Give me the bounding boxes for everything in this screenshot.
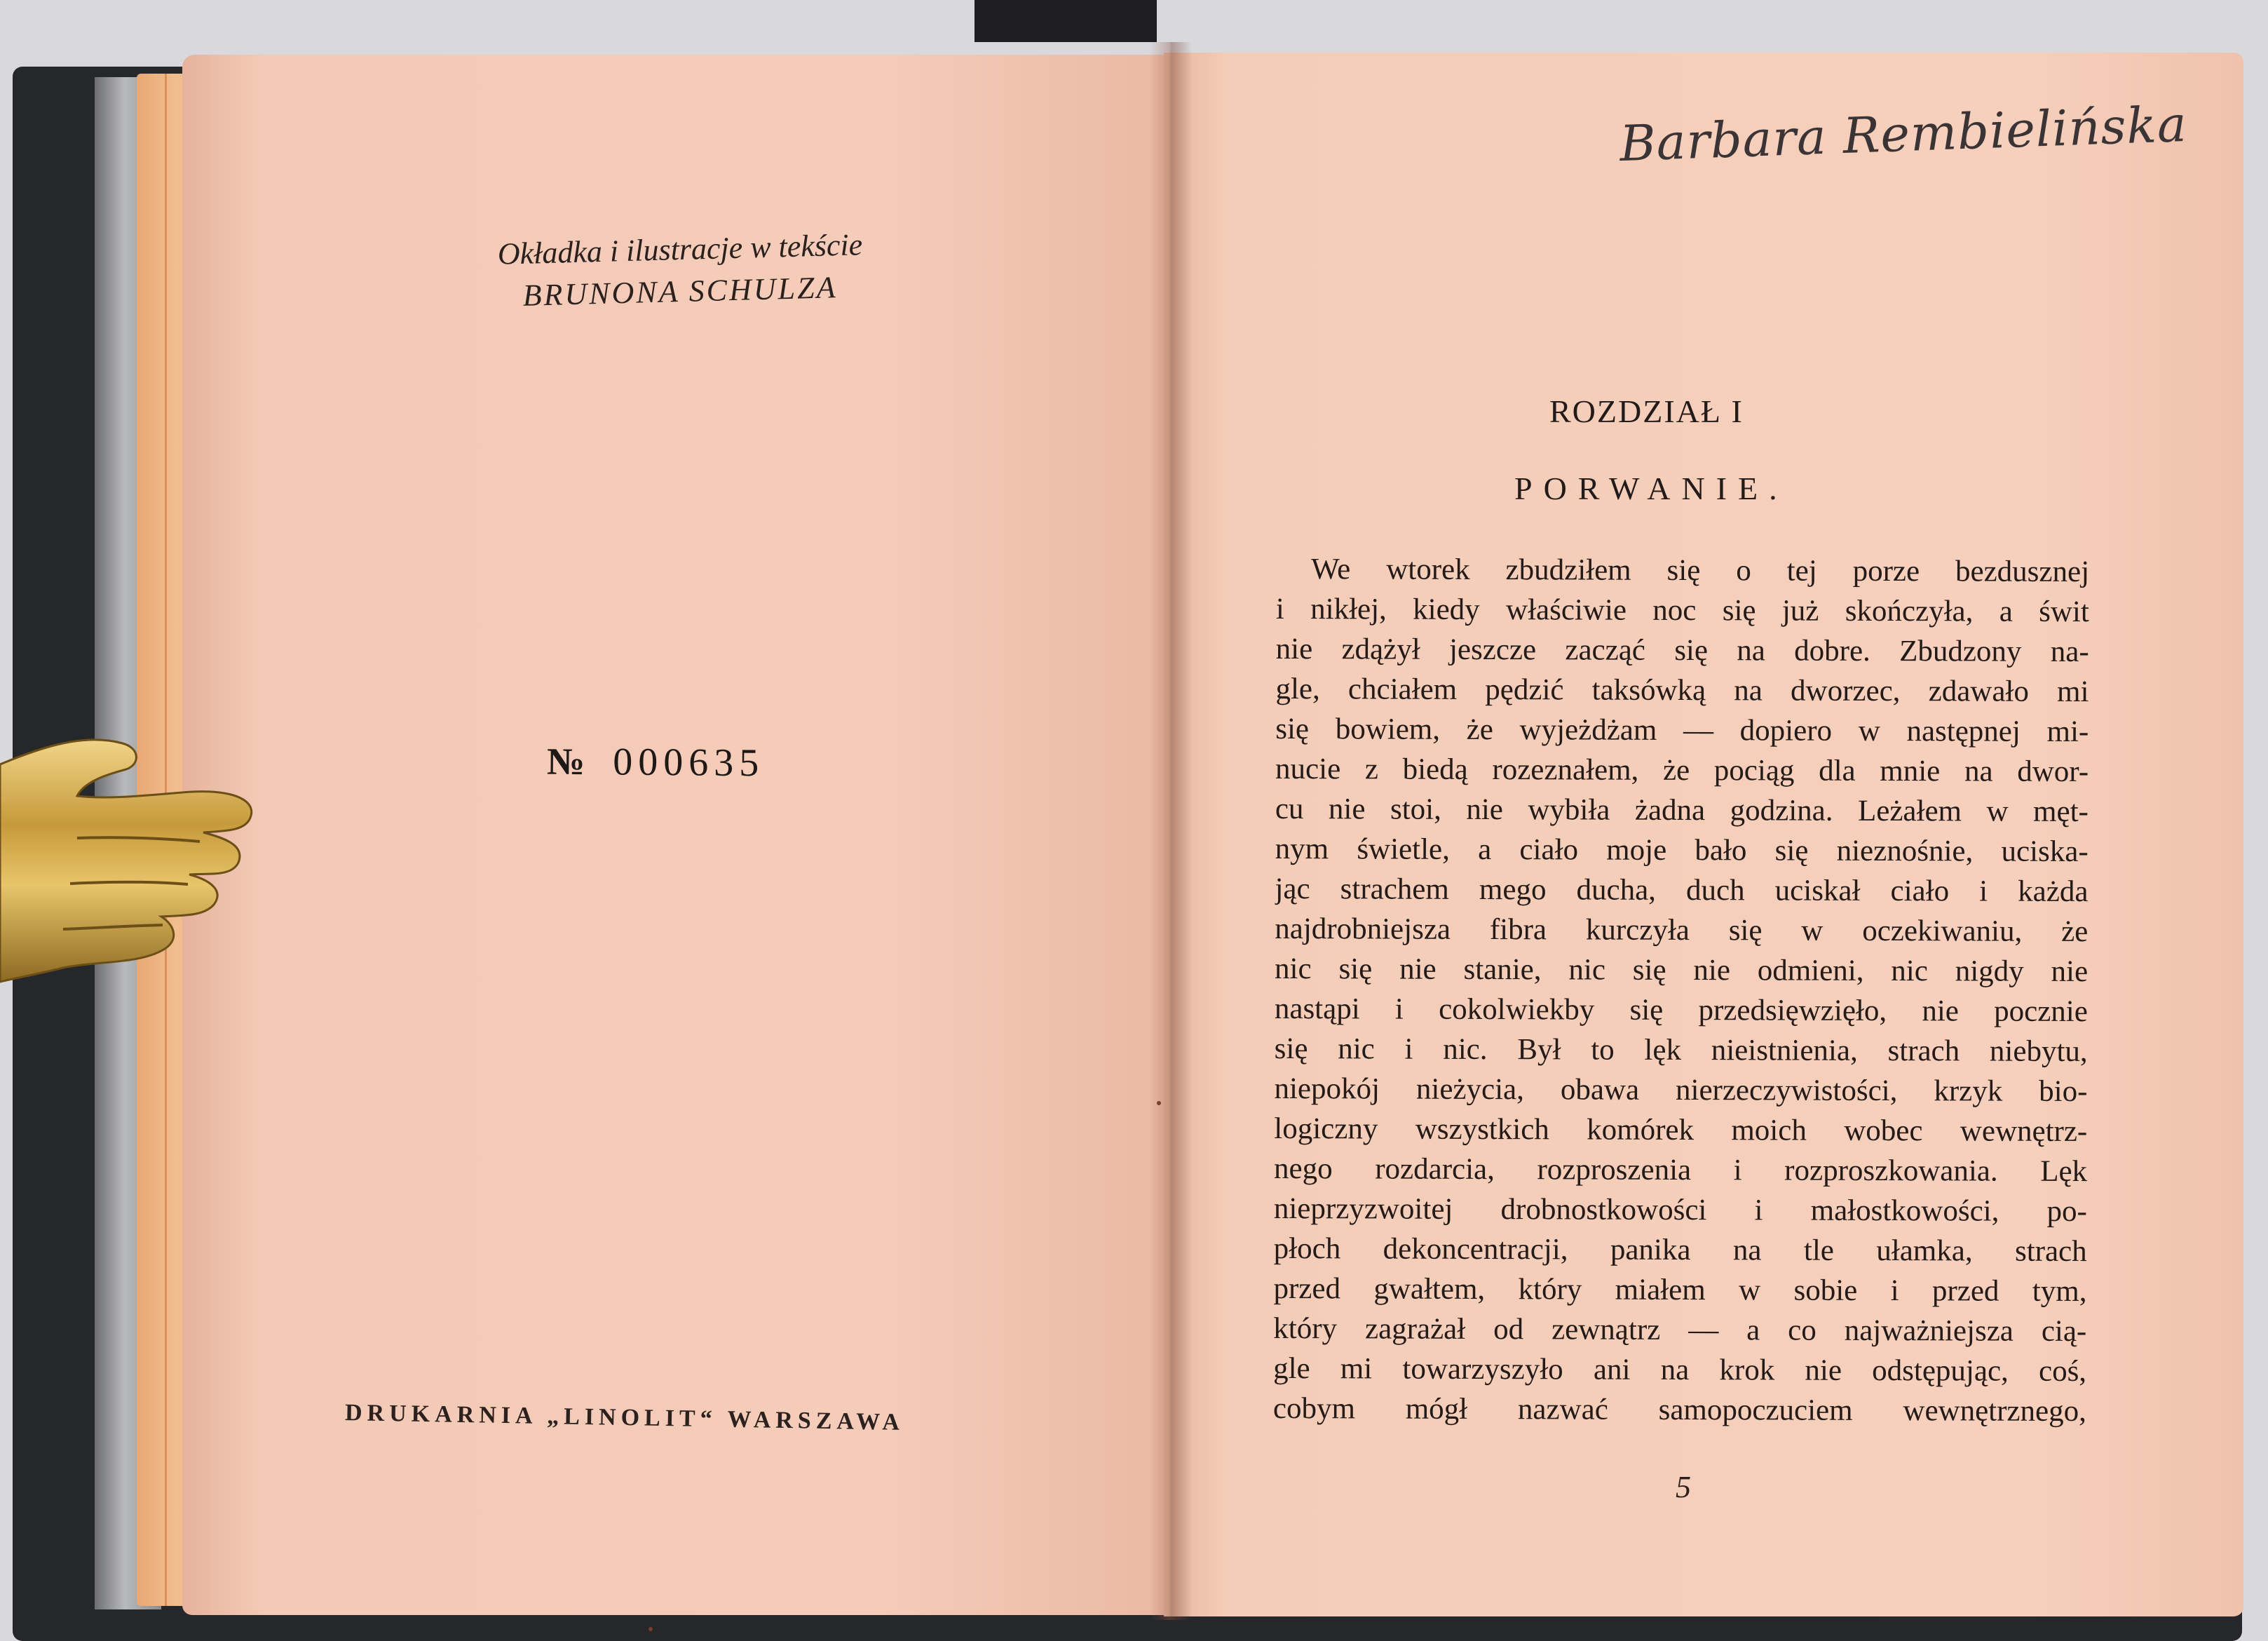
illustrator-name: BRUNONA SCHULZA xyxy=(522,270,838,313)
handwritten-signature: Barbara Rembielińska xyxy=(1618,95,2188,173)
paper-speck xyxy=(649,1627,653,1631)
body-line: nieprzyzwoitej drobnostkowości i małostkowości, po- xyxy=(1273,1191,2087,1229)
body-line: który zagrażał od zewnątrz — a co najważniejsza cią- xyxy=(1273,1311,2087,1349)
number-value: 000635 xyxy=(612,740,765,785)
page-number: 5 xyxy=(1676,1470,1691,1504)
illustration-credit: Okładka i ilustracje w tekście xyxy=(497,227,863,271)
body-line: nie zdążył jeszcze zacząć się na dobre. Zbudzony na- xyxy=(1275,632,2089,669)
body-line: się bowiem, że wyjeżdżam — dopiero w następnej mi- xyxy=(1275,712,2089,749)
printer-imprint: DRUKARNIA „LINOLIT“ WARSZAWA xyxy=(344,1400,905,1436)
body-line: i nikłej, kiedy właściwie noc się już skończyła, a świt xyxy=(1275,592,2089,629)
body-line: jąc strachem mego ducha, duch uciskał ciało i każda xyxy=(1275,872,2089,909)
cover-top-edge xyxy=(975,0,1157,42)
brass-hand-icon xyxy=(0,726,259,1027)
copy-number xyxy=(547,739,765,786)
number-sign: № xyxy=(546,740,585,783)
body-line: gle mi towarzyszyło ani na krok nie odstępując, coś, xyxy=(1273,1351,2087,1389)
body-line: najdrobniejsza fibra kurczyła się w oczekiwaniu, że xyxy=(1275,912,2089,949)
chapter-title: PORWANIE. xyxy=(1514,471,1788,506)
body-text xyxy=(1273,549,2089,1431)
book-gutter xyxy=(1150,42,1192,1620)
body-line: gle, chciałem pędzić taksówką na dworzec, zdawało mi xyxy=(1275,672,2089,709)
body-line: niepokój nieżycia, obawa nierzeczywistości, krzyk bio- xyxy=(1274,1072,2088,1109)
body-line: nucie z biedą rozeznałem, że pociąg dla mnie na dwor- xyxy=(1275,752,2089,789)
body-line: płoch dekoncentracji, panika na tle ułamka, strach xyxy=(1273,1231,2087,1269)
body-line: nic się nie stanie, nic się nie odmieni, nic nigdy nie xyxy=(1275,952,2089,989)
body-line: cu nie stoi, nie wybiła żadna godzina. Leżałem w męt- xyxy=(1275,792,2089,829)
body-line: się nic i nic. Był to lęk nieistnienia, strach niebytu, xyxy=(1274,1032,2088,1069)
paper-speck xyxy=(1157,1101,1161,1105)
body-line: We wtorek zbudziłem się o tej porze bezdusznej xyxy=(1311,553,2090,589)
body-line: przed gwałtem, który miałem w sobie i przed tym, xyxy=(1273,1271,2087,1309)
body-line: cobym mógł nazwać samopoczuciem wewnętrznego, xyxy=(1272,1391,2086,1429)
body-line: logiczny wszystkich komórek moich wobec wewnętrz- xyxy=(1274,1112,2088,1149)
chapter-heading: ROZDZIAŁ I xyxy=(1549,393,1744,429)
body-line: nastąpi i cokolwiekby się przedsięwzięło, nie pocznie xyxy=(1274,992,2088,1029)
body-line: nym świetle, a ciało moje bało się nieznośnie, uciska- xyxy=(1275,832,2089,869)
body-line: nego rozdarcia, rozproszenia i rozproszkowania. Lęk xyxy=(1274,1152,2088,1189)
